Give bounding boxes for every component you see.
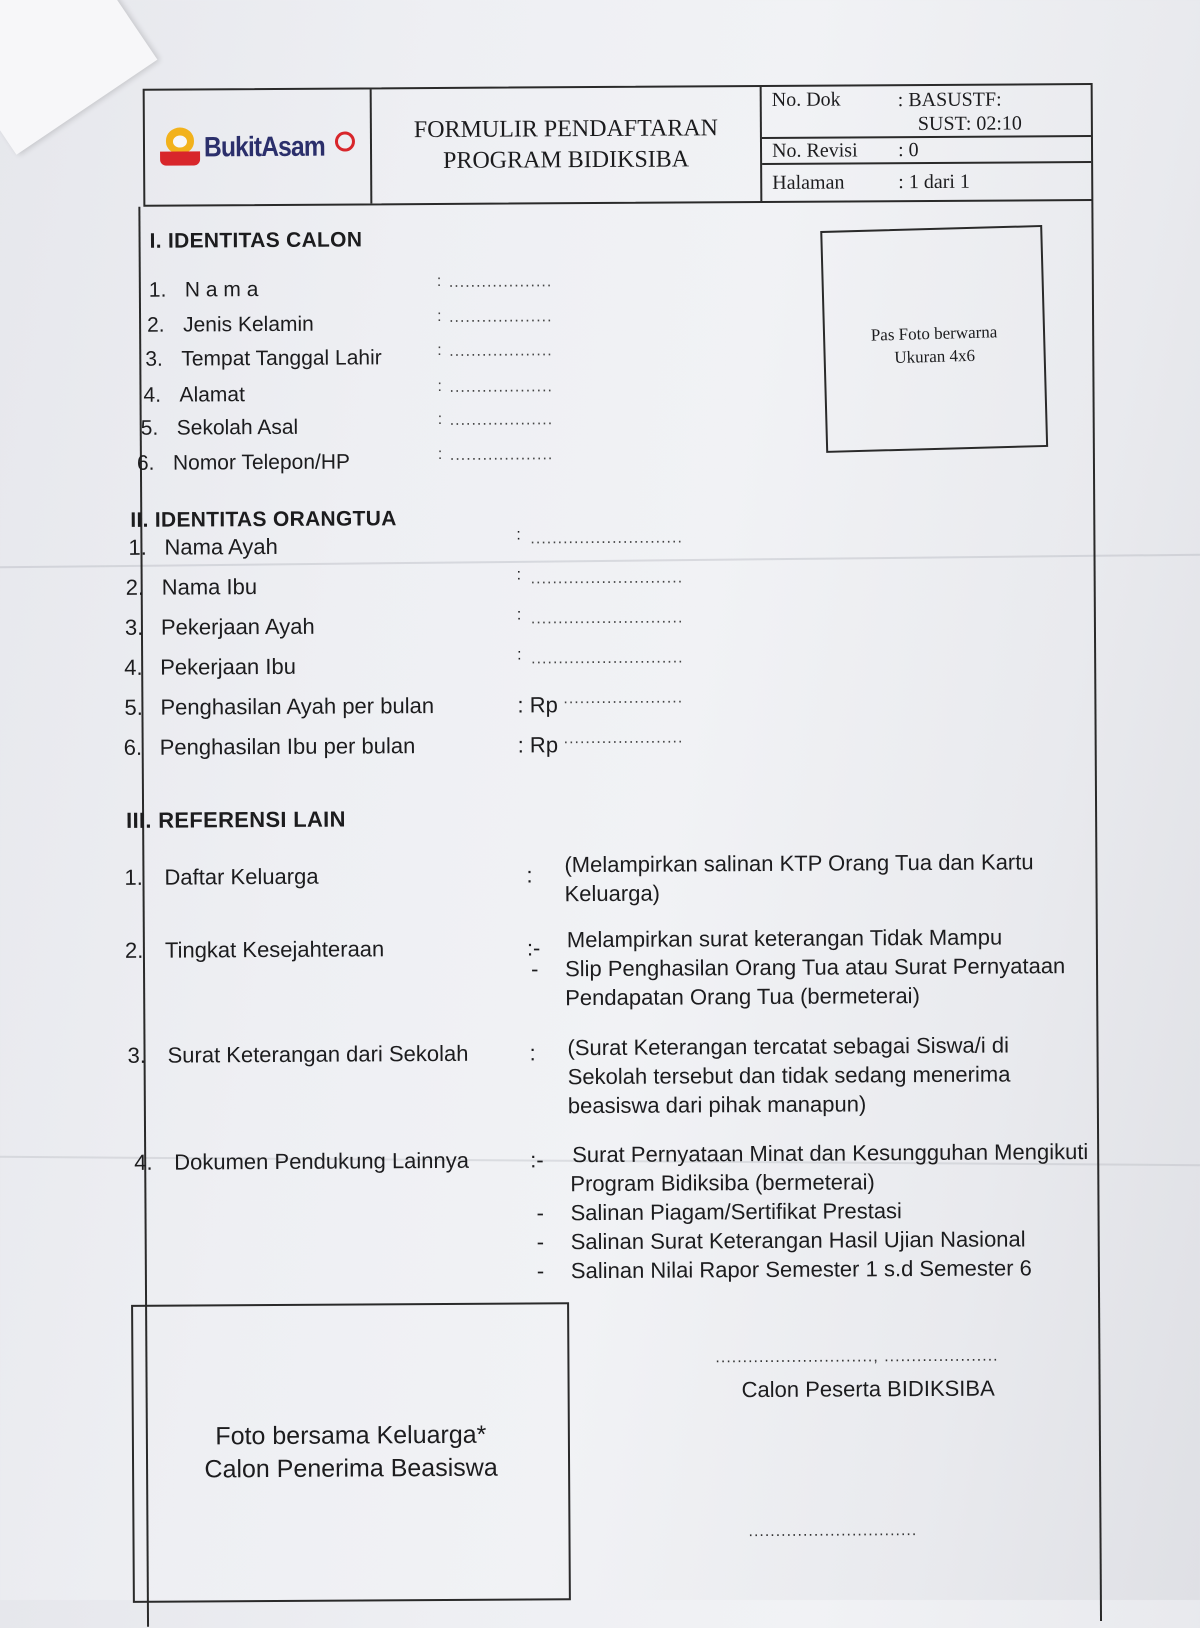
field-number: 4. bbox=[124, 654, 143, 680]
form-title-line1: FORMULIR PENDAFTARAN bbox=[413, 115, 719, 144]
identitas-orangtua-row bbox=[124, 606, 745, 641]
field-number: 4. bbox=[143, 383, 162, 407]
field-separator: : bbox=[437, 410, 444, 428]
bullet-text: Salinan Nilai Rapor Semester 1 s.d Semester 6 bbox=[570, 1255, 1032, 1284]
bullet-dash: - bbox=[536, 1229, 545, 1255]
bullet-dash: - bbox=[536, 1200, 544, 1226]
field-label: Daftar Keluarga bbox=[164, 863, 319, 890]
family-photo-caption-line2: Calon Penerima Beasiswa bbox=[204, 1453, 498, 1484]
field-blank: ................... bbox=[449, 446, 554, 464]
bullet-item bbox=[537, 1224, 1133, 1257]
bullet-text: Pendapatan Orang Tua (bermeterai) bbox=[565, 983, 920, 1011]
bullet-dash bbox=[531, 983, 565, 1012]
doc-number-value: : BASUSTF: bbox=[897, 88, 1002, 112]
field-label: Tingkat Kesejahteraan bbox=[164, 936, 385, 963]
field-separator: : bbox=[516, 526, 521, 544]
field-separator: : bbox=[437, 377, 443, 395]
referensi-row bbox=[124, 864, 318, 891]
form-title-line2: PROGRAM BIDIKSIBA bbox=[442, 146, 690, 174]
field-label: Jenis Kelamin bbox=[183, 312, 314, 337]
field-number: 4. bbox=[134, 1149, 153, 1175]
field-label: Penghasilan Ayah per bulan bbox=[160, 693, 435, 720]
referensi-row bbox=[127, 1041, 468, 1069]
bullet-dash: - bbox=[536, 1258, 545, 1284]
field-number: 3. bbox=[127, 1042, 146, 1068]
family-photo-caption-line1: Foto bersama Keluarga* bbox=[215, 1420, 487, 1451]
identitas-orangtua-row bbox=[124, 731, 744, 761]
field-separator: :- bbox=[530, 1147, 544, 1173]
field-blank: ................... bbox=[449, 378, 553, 396]
field-label: Nama Ayah bbox=[164, 533, 278, 560]
field-label: Surat Keterangan dari Sekolah bbox=[167, 1040, 469, 1068]
passport-photo-box bbox=[820, 225, 1048, 453]
bullet-item bbox=[536, 1195, 1132, 1228]
revision-row bbox=[762, 137, 1091, 165]
field-number: 5. bbox=[140, 416, 159, 440]
referensi-description bbox=[564, 847, 1124, 908]
signature-place-date: ............................., ..................... bbox=[715, 1347, 999, 1367]
field-blank: ................... bbox=[449, 411, 554, 429]
identitas-calon-row bbox=[145, 341, 595, 372]
bullet-item bbox=[531, 951, 1127, 984]
photo-caption-line1: Pas Foto berwarna bbox=[870, 322, 998, 345]
field-label: Nomor Telepon/HP bbox=[172, 450, 351, 475]
doc-number-row bbox=[762, 85, 1091, 139]
bullet-item bbox=[537, 1253, 1133, 1286]
signature-label: Calon Peserta BIDIKSIBA bbox=[741, 1375, 995, 1403]
identitas-calon-row bbox=[136, 445, 587, 476]
bullet-continuation bbox=[536, 1166, 1132, 1199]
field-separator: : bbox=[437, 341, 443, 359]
field-number: 6. bbox=[136, 451, 155, 475]
field-separator: :- bbox=[526, 935, 541, 961]
bullet-text: Surat Pernyataan Minat dan Kesungguhan Mengikuti bbox=[572, 1139, 1089, 1168]
field-blank: ................... bbox=[448, 273, 553, 291]
section-identitas-calon-title: I. IDENTITAS CALON bbox=[149, 228, 363, 253]
field-number: 5. bbox=[124, 694, 143, 720]
identitas-orangtua-row bbox=[124, 691, 744, 721]
identitas-calon-row bbox=[147, 307, 597, 338]
field-label: Pekerjaan Ibu bbox=[160, 653, 297, 680]
bullet-text: Melampirkan surat keterangan Tidak Mampu bbox=[566, 924, 1003, 953]
field-separator: : bbox=[437, 445, 444, 463]
identitas-calon-row bbox=[140, 410, 591, 441]
field-number: 1. bbox=[128, 534, 147, 560]
field-label: Sekolah Asal bbox=[176, 415, 299, 440]
description-line: Keluarga) bbox=[564, 880, 661, 907]
field-blank: ............................ bbox=[531, 649, 684, 668]
company-logo bbox=[145, 89, 373, 204]
description-line: Sekolah tersebut dan tidak sedang menerima bbox=[567, 1061, 1011, 1090]
photo-caption-line2: Ukuran 4x6 bbox=[894, 345, 976, 368]
revision-label: No. Revisi bbox=[771, 138, 858, 162]
field-number: 1. bbox=[124, 864, 143, 890]
field-label: Nama Ibu bbox=[161, 574, 258, 600]
bullet-dash: - bbox=[530, 956, 539, 982]
section-identitas-orangtua-title: II. IDENTITAS ORANGTUA bbox=[130, 507, 397, 532]
identitas-orangtua-row bbox=[125, 566, 746, 601]
field-number: 3. bbox=[145, 347, 163, 371]
identitas-orangtua-row bbox=[124, 646, 744, 681]
field-separator: : bbox=[436, 272, 443, 290]
revision-value: : 0 bbox=[897, 138, 919, 161]
description-line: (Surat Keterangan tercatat sebagai Siswa/i di bbox=[567, 1032, 1010, 1061]
identitas-calon-row bbox=[143, 377, 593, 408]
bullet-dash bbox=[536, 1169, 570, 1198]
bullet-continuation bbox=[531, 980, 1127, 1013]
page-label: Halaman bbox=[772, 170, 845, 194]
document-meta bbox=[762, 85, 1092, 201]
doc-number-label: No. Dok bbox=[771, 88, 841, 111]
referensi-description bbox=[567, 1030, 1128, 1120]
field-separator: : bbox=[526, 862, 533, 888]
field-number: 1. bbox=[148, 278, 167, 302]
identitas-orangtua-row bbox=[128, 526, 748, 561]
form-title bbox=[372, 87, 763, 203]
family-photo-box bbox=[131, 1302, 571, 1603]
field-separator: : bbox=[436, 307, 443, 325]
referensi-description bbox=[530, 922, 1128, 1012]
bullet-item bbox=[567, 922, 1127, 954]
bullet-item bbox=[572, 1137, 1132, 1169]
logo-text: BukitAsam bbox=[203, 130, 325, 163]
field-separator: : bbox=[516, 606, 522, 624]
field-number: 3. bbox=[124, 614, 144, 640]
bullet-text: Program Bidiksiba (bermeterai) bbox=[570, 1169, 875, 1197]
field-number: 2. bbox=[147, 313, 165, 337]
field-blank: ............................ bbox=[530, 609, 684, 628]
referensi-description bbox=[536, 1137, 1133, 1285]
field-blank: ............................ bbox=[530, 529, 683, 548]
field-blank: ................... bbox=[448, 308, 553, 326]
signature-name-line: ............................... bbox=[748, 1522, 918, 1541]
field-number: 2. bbox=[124, 937, 144, 963]
description-line: beasiswa dari pihak manapun) bbox=[567, 1091, 867, 1119]
field-label: Pekerjaan Ayah bbox=[160, 613, 315, 640]
field-label: Alamat bbox=[179, 383, 245, 407]
page-row bbox=[762, 163, 1091, 201]
field-label: N a m a bbox=[184, 278, 259, 302]
logo-ring-icon bbox=[335, 131, 355, 151]
field-separator: : Rp bbox=[517, 732, 559, 758]
bullet-text: Salinan Piagam/Sertifikat Prestasi bbox=[570, 1198, 902, 1226]
field-blank: ...................... bbox=[563, 729, 684, 748]
field-blank: ................... bbox=[449, 342, 553, 360]
field-separator: : bbox=[516, 566, 522, 584]
field-number: 2. bbox=[125, 574, 145, 600]
field-separator: : Rp bbox=[517, 692, 558, 718]
field-separator: : bbox=[517, 646, 522, 664]
identitas-calon-row bbox=[148, 272, 599, 303]
field-label: Dokumen Pendukung Lainnya bbox=[174, 1147, 470, 1175]
field-number: 6. bbox=[123, 734, 143, 760]
form-header bbox=[143, 83, 1094, 207]
field-blank: ............................ bbox=[530, 569, 684, 588]
field-label: Penghasilan Ibu per bulan bbox=[159, 733, 416, 760]
page-value: : 1 dari 1 bbox=[898, 170, 970, 193]
referensi-row bbox=[134, 1148, 469, 1176]
field-blank: ...................... bbox=[563, 689, 684, 708]
section-referensi-lain-title: III. REFERENSI LAIN bbox=[126, 806, 346, 833]
bullet-text: Salinan Surat Keterangan Hasil Ujian Nasional bbox=[570, 1226, 1026, 1255]
field-label: Tempat Tanggal Lahir bbox=[181, 346, 382, 371]
field-separator: : bbox=[529, 1040, 536, 1066]
bukit-asam-logo-icon bbox=[160, 125, 200, 169]
doc-number-value-cont: SUST: 02:10 bbox=[917, 112, 1022, 136]
referensi-row bbox=[125, 936, 384, 964]
bullet-text: Slip Penghasilan Orang Tua atau Surat Pernyataan bbox=[564, 953, 1066, 982]
description-line: (Melampirkan salinan KTP Orang Tua dan Kartu bbox=[564, 849, 1034, 878]
